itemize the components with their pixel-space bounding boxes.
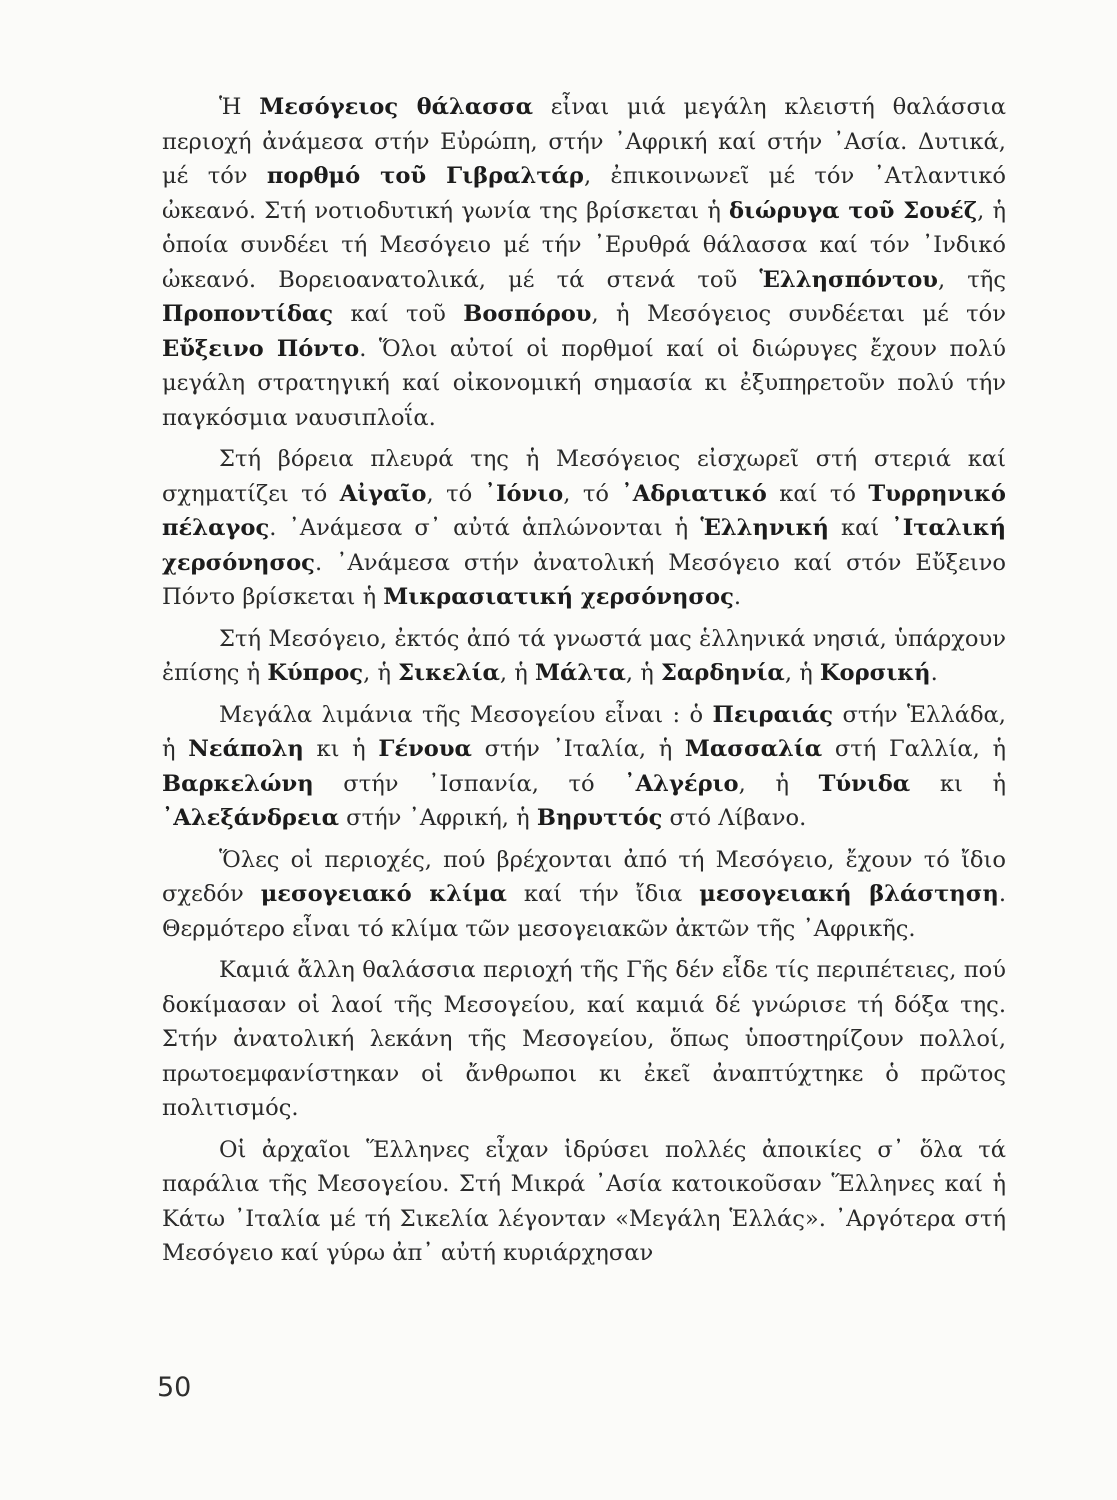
text-run: καί τήν ἴδια bbox=[506, 881, 700, 907]
bold-term: πορθμό τοῦ Γιβραλτάρ bbox=[266, 163, 584, 189]
text-run: Ὅλες οἱ περιοχές, πού βρέχονται ἀπό τή Μεσόγειο, ἔχουν τό ἴδιο σχεδόν bbox=[162, 846, 1006, 907]
text-run: , ἡ ὁποία συνδέει τή Μεσόγειο μέ τήν ᾽Ερυθρά θάλασσα καί τόν ᾽Ινδικό ὠκεανό. Βορειοανατολικά, μέ τά στενά τοῦ bbox=[162, 197, 1006, 293]
bold-term: Νεάπολη bbox=[188, 736, 304, 762]
text-run: Οἱ ἀρχαῖοι Ἕλληνες εἶχαν ἱδρύσει πολλές ἀποικίες σ᾽ ὅλα τά παράλια τῆς Μεσογείου. Στή Μικρά ᾽Ασία κατοικοῦσαν Ἕλληνες καί ἡ Κάτω ᾽Ιταλία μέ τή Σικελία λέγονταν «Μεγάλη Ἑλλάς». ᾽Αργότερα στή Μεσόγειο καί γύρω ἀπ᾽ αὐτή κυριάρχησαν bbox=[162, 1136, 1006, 1266]
paragraph-northern-coast bbox=[162, 442, 1006, 615]
text-run: . ᾽Ανάμεσα σ᾽ αὐτά ἁπλώνονται ἡ bbox=[269, 515, 701, 541]
text-run: κι ἡ bbox=[910, 770, 1006, 797]
text-run: , ἐπικοινωνεῖ μέ τόν ᾽Ατλαντικό ὠκεανό. Στή νοτιοδυτική γωνία της βρίσκεται ἡ bbox=[162, 163, 1007, 224]
paragraph-ports bbox=[162, 698, 1006, 836]
bold-term: Γένουα bbox=[378, 736, 472, 762]
text-run: , ἡ bbox=[784, 660, 820, 686]
text-run: . Θερμότερο εἶναι τό κλίμα τῶν μεσογειακῶν ἀκτῶν τῆς ᾽Αφρικῆς. bbox=[162, 881, 1006, 942]
bold-term: ᾽Αλεξάνδρεια bbox=[162, 805, 339, 831]
text-run: , τῆς bbox=[937, 266, 1006, 293]
paragraph-colonies bbox=[162, 1133, 1006, 1271]
text-run: . Ὅλοι αὐτοί οἱ πορθμοί καί οἱ διώρυγες ἔχουν πολύ μεγάλη στρατηγική καί οἰκονομική σημασία κι ἐξυπηρετοῦν πολύ τήν παγκόσμια ναυσιπλοΐα. bbox=[162, 335, 1006, 431]
text-run: , ἡ bbox=[363, 660, 399, 686]
bold-term: Πειραιάς bbox=[712, 701, 834, 728]
text-run: στήν ᾽Ισπανία, τό bbox=[313, 770, 625, 797]
text-run: στήν Ἑλλάδα, ἡ bbox=[162, 701, 1006, 762]
text-run: Μεγάλα λιμάνια τῆς Μεσογείου εἶναι : ὁ bbox=[219, 701, 713, 728]
text-run: Ἡ bbox=[219, 94, 260, 120]
bold-term: Σικελία bbox=[398, 660, 500, 686]
paragraph-history bbox=[162, 953, 1006, 1126]
paragraph-islands bbox=[162, 622, 1006, 691]
text-run: κι ἡ bbox=[303, 736, 379, 762]
bold-term: Μεσόγειος θάλασσα bbox=[259, 94, 533, 120]
bold-term: Ἑλλησπόντου bbox=[759, 266, 938, 293]
body-text bbox=[162, 90, 1006, 1271]
text-run: καί τό bbox=[766, 480, 869, 507]
bold-term: Μικρασιατική χερσόνησος bbox=[383, 584, 734, 610]
bold-term: μεσογειακή βλάστηση bbox=[699, 881, 999, 907]
bold-term: Μάλτα bbox=[535, 660, 626, 686]
bold-term: Βαρκελώνη bbox=[162, 770, 314, 797]
text-run: , τό bbox=[563, 480, 622, 507]
bold-term: Προποντίδας bbox=[162, 301, 334, 327]
bold-term: ᾽Αδριατικό bbox=[621, 480, 767, 507]
bold-term: Μασσαλία bbox=[684, 736, 823, 762]
text-run: εἶναι μιά μεγάλη κλειστή θαλάσσια περιοχή ἀνάμεσα στήν Εὐρώπη, στήν ᾽Αφρική καί στήν ᾽Ασία. Δυτικά, μέ τόν bbox=[162, 94, 1006, 189]
text-run: , ἡ bbox=[499, 660, 536, 686]
bold-term: Τύνιδα bbox=[818, 770, 911, 797]
text-run: , ἡ bbox=[738, 770, 819, 797]
bold-term: ᾽Ιόνιο bbox=[484, 480, 564, 507]
text-run: , τό bbox=[426, 480, 485, 507]
text-run: στή Γαλλία, ἡ bbox=[822, 736, 1007, 762]
text-run: στήν ᾽Αφρική, ἡ bbox=[339, 805, 537, 831]
bold-term: Κορσική bbox=[819, 660, 931, 686]
text-run: , ἡ Μεσόγειος συνδέεται μέ τόν bbox=[591, 301, 1006, 327]
text-run: Καμιά ἄλλη θαλάσσια περιοχή τῆς Γῆς δέν εἶδε τίς περιπέτειες, πού δοκίμασαν οἱ λαοί τῆς Μεσογείου, καί καμιά δέ γνώρισε τή δόξα της. Στήν ἀνατολική λεκάνη τῆς Μεσογείου, ὅπως ὑποστηρίζουν πολλοί, πρωτοεμφανίστηκαν οἱ ἄνθρωποι κι ἐκεῖ ἀναπτύχτηκε ὁ πρῶτος πολιτισμός. bbox=[162, 957, 1006, 1121]
text-run: . bbox=[733, 584, 742, 610]
text-run: καί τοῦ bbox=[333, 301, 464, 327]
bold-term: Κύπρος bbox=[267, 660, 364, 686]
text-run: Στή βόρεια πλευρά της ἡ Μεσόγειος εἰσχωρεῖ στή στεριά καί σχηματίζει τό bbox=[162, 446, 1006, 507]
paragraph-mediterranean-intro bbox=[162, 90, 1006, 435]
bold-term: Αἰγαῖο bbox=[339, 480, 427, 507]
bold-term: ᾽Αλγέριο bbox=[624, 770, 739, 797]
text-run: . ᾽Ανάμεσα στήν ἀνατολική Μεσόγειο καί στόν Εὔξεινο Πόντο βρίσκεται ἡ bbox=[162, 549, 1006, 610]
bold-term: Σαρδηνία bbox=[660, 660, 785, 686]
page-number: 50 bbox=[157, 1372, 192, 1403]
text-run: στήν ᾽Ιταλία, ἡ bbox=[471, 736, 685, 762]
bold-term: διώρυγα τοῦ Σουέζ bbox=[729, 197, 978, 224]
text-run: Στή Μεσόγειο, ἐκτός ἀπό τά γνωστά μας ἑλληνικά νησιά, ὑπάρχουν ἐπίσης ἡ bbox=[162, 625, 1006, 686]
text-run: καί bbox=[828, 515, 892, 541]
bold-term: Τυρρηνικό πέλαγος bbox=[162, 480, 1006, 541]
bold-term: ᾽Ιταλική χερσόνησος bbox=[162, 515, 1006, 576]
text-run: , ἡ bbox=[625, 660, 661, 686]
bold-term: Εὔξεινο Πόντο bbox=[162, 335, 360, 362]
bold-term: Ἑλληνική bbox=[700, 515, 829, 541]
text-run: στό Λίβανο. bbox=[662, 805, 807, 831]
bold-term: Βοσπόρου bbox=[463, 301, 592, 327]
bold-term: Βηρυττός bbox=[536, 805, 663, 831]
bold-term: μεσογειακό κλίμα bbox=[260, 881, 507, 907]
text-run: . bbox=[930, 660, 938, 686]
paragraph-climate bbox=[162, 843, 1006, 947]
